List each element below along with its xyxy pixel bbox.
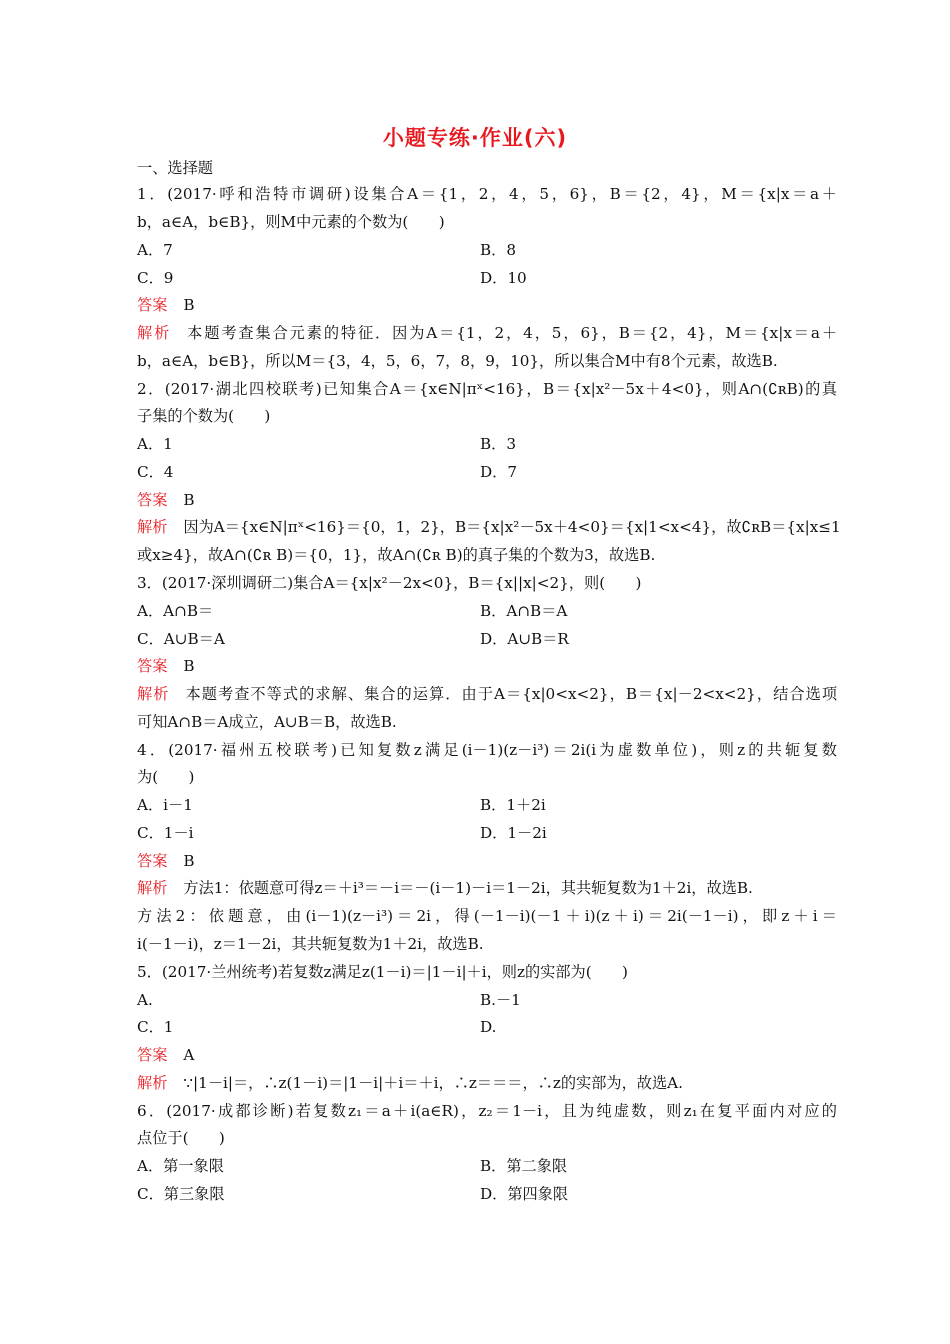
q4-stem-line-2: 为( ) (137, 768, 195, 786)
q5-option-c: C．1 (137, 1018, 174, 1036)
analysis-label: 解析 (137, 1074, 168, 1092)
q1-option-c: C．9 (137, 269, 174, 287)
q2-analysis-line-2: 或x≥4}，故A∩(∁ʀ B)＝{0，1}，故A∩(∁ʀ B)的真子集的个数为3，故选B. (137, 546, 656, 564)
answer-value: B (183, 491, 195, 509)
q6-stem-line-1: 6．(2017·成都诊断)若复数z₁＝a＋i(a∈R)，z₂＝1－i，且为纯虚数，则z₁在复平面内对应的 (137, 1102, 837, 1120)
answer-label: 答案 (137, 657, 168, 675)
q3-option-a: A．A∩B＝ (137, 602, 214, 620)
analysis-text: 方法1：依题意可得z＝＋i³＝－i＝－(i－1)－i＝1－2i，其共轭复数为1＋2i，故选B. (183, 879, 753, 897)
analysis-label: 解析 (137, 879, 168, 897)
q2-option-a: A．1 (137, 435, 173, 453)
q2-stem-line-2: 子集的个数为( ) (137, 407, 271, 425)
q5-stem-line-1: 5．(2017·兰州统考)若复数z满足z(1－i)＝|1－i|＋i，则z的实部为( ) (137, 963, 628, 981)
q2-analysis-line-1 (137, 514, 841, 540)
analysis-text: 本题考查集合元素的特征．因为A＝{1，2，4，5，6}，B＝{2，4}，M＝{x|x＝a＋ (187, 324, 838, 342)
q4-answer (137, 848, 837, 874)
q3-option-d: D．A∪B＝R (480, 630, 569, 648)
q3-option-b: B．A∩B＝A (480, 602, 568, 620)
q6-option-a: A．第一象限 (137, 1157, 224, 1175)
answer-label: 答案 (137, 1046, 168, 1064)
analysis-label: 解析 (137, 518, 168, 536)
q4-option-d: D．1－2i (480, 824, 547, 842)
q4-analysis-line-1 (137, 875, 837, 901)
q5-option-d: D. (480, 1018, 497, 1036)
q2-option-d: D．7 (480, 463, 518, 481)
analysis-text: 因为A＝{x∈N|πˣ<16}＝{0，1，2}，B＝{x|x²－5x＋4<0}＝{x|1<x<4}，故∁ʀB＝{x|x≤1 (183, 518, 841, 536)
answer-label: 答案 (137, 491, 168, 509)
answer-label: 答案 (137, 852, 168, 870)
q3-stem-line-1: 3．(2017·深圳调研二)集合A＝{x|x²－2x<0}，B＝{x||x|<2}，则( ) (137, 574, 642, 592)
q1-analysis-line-2: b，a∈A，b∈B}，所以M＝{3，4，5，6，7，8，9，10}，所以集合M中有8个元素，故选B. (137, 352, 778, 370)
answer-value: B (183, 296, 195, 314)
page-title: 小题专练·作业(六) (382, 126, 568, 150)
q4-option-b: B．1＋2i (480, 796, 546, 814)
q1-option-a: A．7 (137, 241, 173, 259)
q3-analysis-line-1 (137, 681, 837, 707)
analysis-text: 本题考查不等式的求解、集合的运算．由于A＝{x|0<x<2}，B＝{x|－2<x<2}，结合选项 (185, 685, 838, 703)
q2-answer (137, 487, 837, 513)
q1-option-b: B．8 (480, 241, 517, 259)
q4-option-c: C．1－i (137, 824, 194, 842)
q4-stem-line-1: 4．(2017·福州五校联考)已知复数z满足(i－1)(z－i³)＝2i(i为虚数单位)，则z的共轭复数 (137, 741, 837, 759)
q6-option-c: C．第三象限 (137, 1185, 225, 1203)
q1-analysis-line-1 (137, 320, 837, 346)
q2-option-b: B．3 (480, 435, 517, 453)
q4-analysis-line-3: i(－1－i)，z＝1－2i，其共轭复数为1＋2i，故选B. (137, 935, 484, 953)
q5-answer (137, 1042, 837, 1068)
q6-option-b: B．第二象限 (480, 1157, 568, 1175)
q2-option-c: C．4 (137, 463, 174, 481)
analysis-label: 解析 (137, 324, 172, 342)
answer-value: B (183, 657, 195, 675)
q6-option-d: D．第四象限 (480, 1185, 569, 1203)
q5-option-b: B.－1 (480, 991, 521, 1009)
answer-value: A (183, 1046, 195, 1064)
analysis-text: ∵|1－i|＝，∴z(1－i)＝|1－i|＋i＝＋i，∴z＝＝＝，∴z的实部为，故选A. (183, 1074, 683, 1092)
q5-option-a: A. (137, 991, 153, 1009)
q3-analysis-line-2: 可知A∩B＝A成立，A∪B＝B，故选B. (137, 713, 397, 731)
q6-stem-line-2: 点位于( ) (137, 1129, 225, 1147)
analysis-label: 解析 (137, 685, 170, 703)
q1-option-d: D．10 (480, 269, 527, 287)
q1-stem-line-1: 1．(2017·呼和浩特市调研)设集合A＝{1，2，4，5，6}，B＝{2，4}，M＝{x|x＝a＋ (137, 185, 837, 203)
q1-answer (137, 292, 837, 318)
q3-answer (137, 653, 837, 679)
q3-option-c: C．A∪B＝A (137, 630, 225, 648)
section-heading: 一、选择题 (137, 159, 213, 177)
q4-option-a: A．i－1 (137, 796, 193, 814)
q2-stem-line-1: 2．(2017·湖北四校联考)已知集合A＝{x∈N|πˣ<16}，B＝{x|x²－5x＋4<0}，则A∩(∁ʀB)的真 (137, 380, 837, 398)
q4-analysis-line-2: 方法2：依题意，由(i－1)(z－i³)＝2i，得(－1－i)(－1＋i)(z＋i)＝2i(－1－i)，即z＋i＝ (137, 907, 837, 925)
answer-label: 答案 (137, 296, 168, 314)
answer-value: B (183, 852, 195, 870)
q1-stem-line-2: b，a∈A，b∈B}，则M中元素的个数为( ) (137, 213, 445, 231)
q5-analysis-line-1 (137, 1070, 837, 1096)
